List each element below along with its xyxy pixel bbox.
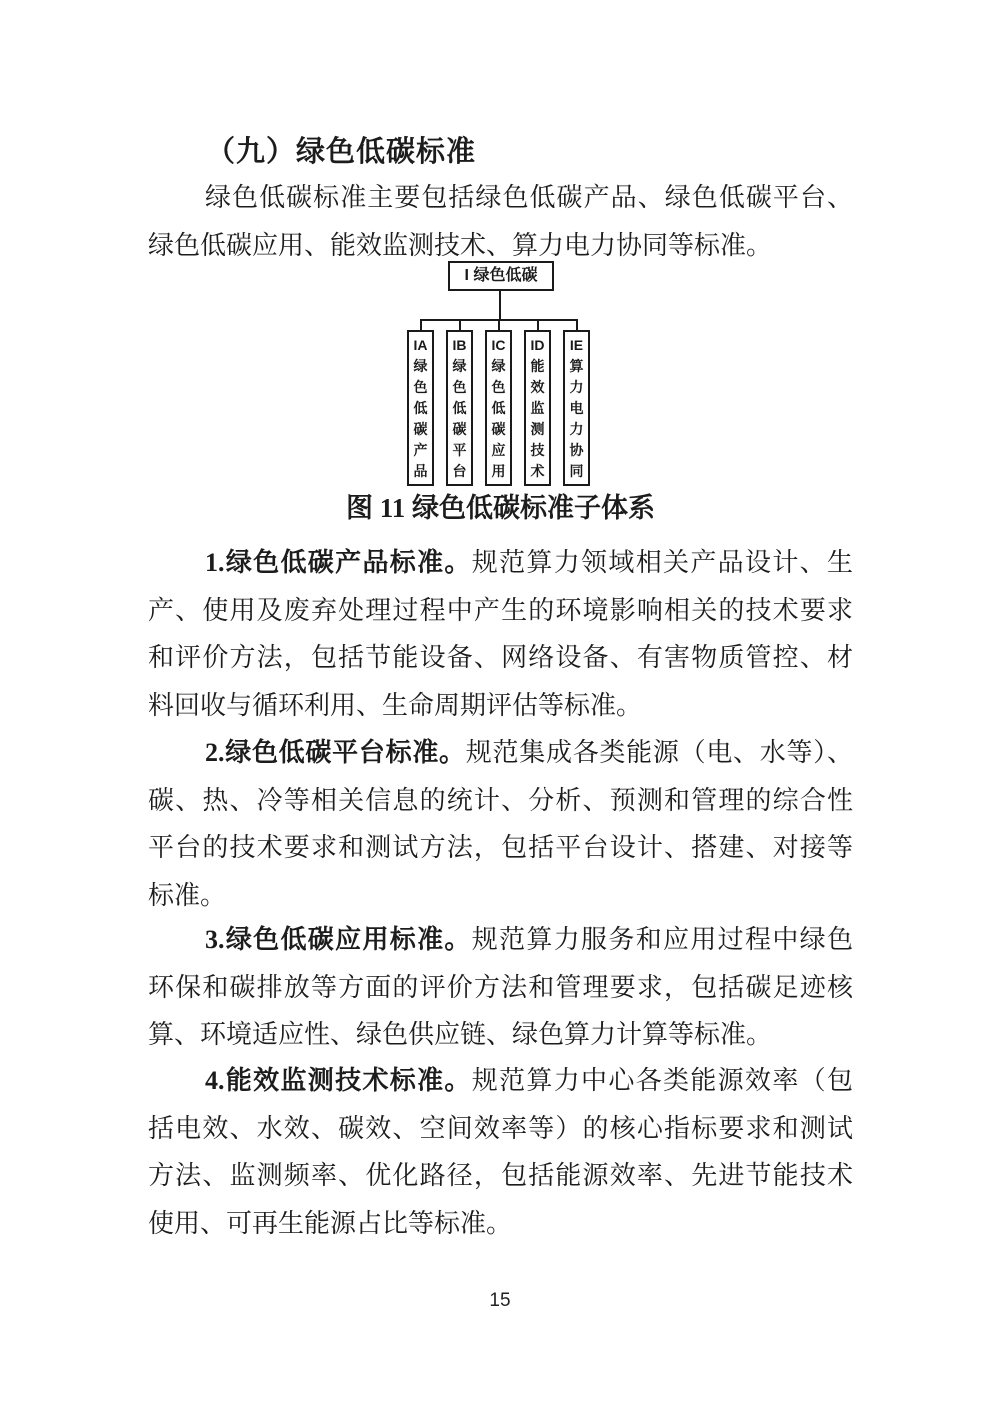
text-line: 使用、可再生能源占比等标准。: [148, 1208, 513, 1238]
paragraph-3: [148, 916, 853, 1059]
paragraph-text: 规范算力服务和应用过程中绿色: [471, 925, 853, 954]
text-line: 和评价方法，包括节能设备、网络设备、有害物质管控、材: [148, 643, 853, 672]
text-line: 括电效、水效、碳效、空间效率等）的核心指标要求和测试: [148, 1113, 853, 1143]
paragraph-text: 规范集成各类能源（电、水等）、: [465, 738, 853, 767]
paragraph-lead: 2.绿色低碳平台标准。: [205, 738, 466, 767]
text-line: 环保和碳排放等方面的评价方法和管理要求，包括碳足迹核: [148, 972, 853, 1002]
text-line: [148, 1057, 853, 1105]
diagram-child-box: IB绿色低碳平台: [446, 330, 473, 486]
text-line: [148, 729, 853, 777]
diagram-root-box: I 绿色低碳: [448, 261, 554, 291]
text-line: 标准。: [148, 880, 227, 910]
text-line: [148, 539, 853, 587]
paragraph-text: 规范算力中心各类能源效率（包: [471, 1066, 853, 1095]
text-line: 绿色低碳标准主要包括绿色低碳产品、绿色低碳平台、: [205, 183, 853, 212]
text-line: 绿色低碳应用、能效监测技术、算力电力协同等标准。: [148, 230, 773, 260]
paragraph-4: [148, 1057, 853, 1247]
paragraph-lead: 1.绿色低碳产品标准。: [205, 548, 472, 577]
paragraph-lead: 4.能效监测技术标准。: [205, 1066, 472, 1095]
figure-caption: 图 11 绿色低碳标准子体系: [345, 493, 655, 523]
text-line: 算、环境适应性、绿色供应链、绿色算力计算等标准。: [148, 1020, 773, 1049]
text-line: 料回收与循环利用、生命周期评估等标准。: [148, 690, 643, 720]
paragraph-2: [148, 729, 853, 919]
text-line: 产、使用及废弃处理过程中产生的环境影响相关的技术要求: [148, 595, 853, 625]
paragraph-1: [148, 539, 853, 729]
paragraph-lead: 3.绿色低碳应用标准。: [205, 925, 472, 954]
section-heading: （九）绿色低碳标准: [206, 136, 477, 168]
text-line: [148, 916, 853, 964]
text-line: 方法、监测频率、优化路径，包括能源效率、先进节能技术: [148, 1161, 853, 1190]
diagram-child-box: IC绿色低碳应用: [485, 330, 512, 486]
text-line: 平台的技术要求和测试方法，包括平台设计、搭建、对接等: [148, 833, 853, 862]
diagram-child-box: IA绿色低碳产品: [407, 330, 434, 486]
connector-line: [499, 289, 501, 320]
page-number: 15: [489, 1290, 511, 1311]
figure-diagram: [0, 0, 1000, 500]
paragraph-text: 规范算力领域相关产品设计、生: [471, 548, 853, 577]
text-line: 碳、热、冷等相关信息的统计、分析、预测和管理的综合性: [148, 785, 853, 815]
diagram-child-box: ID能效监测技术: [524, 330, 551, 486]
diagram-child-box: IE算力电力协同: [563, 330, 590, 486]
